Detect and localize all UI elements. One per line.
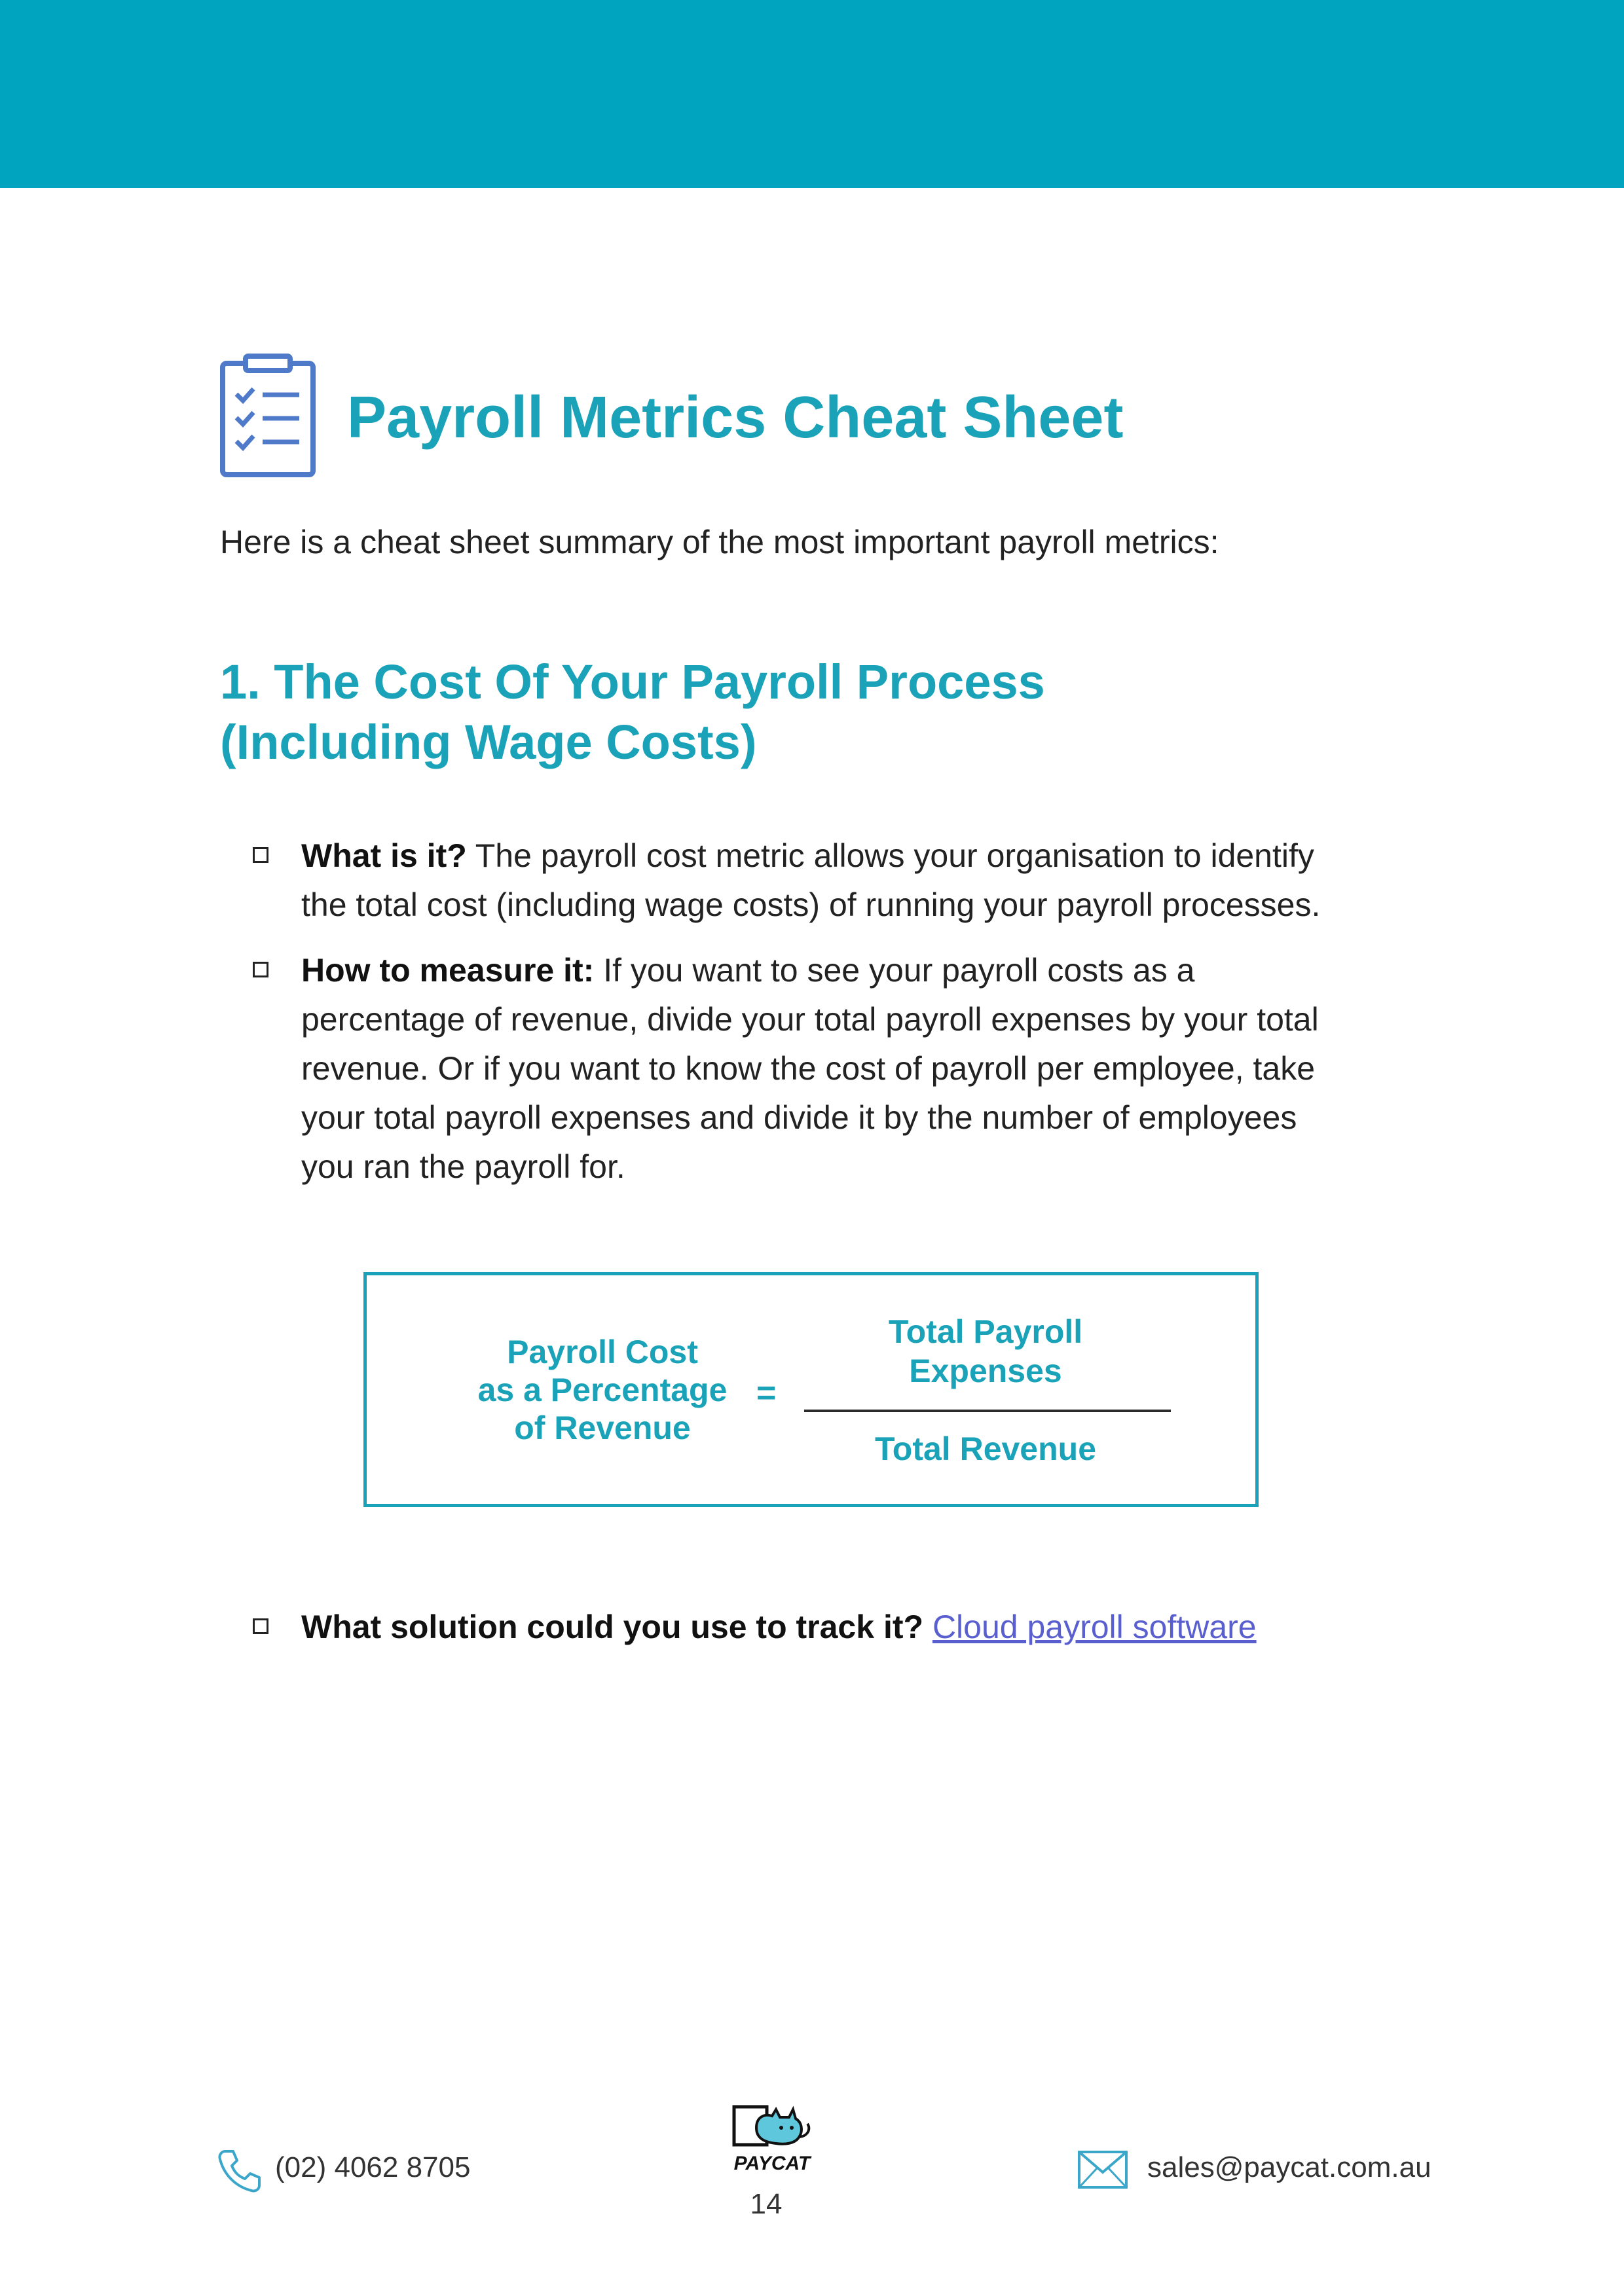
bullet-label: What solution could you use to track it?: [301, 1609, 924, 1645]
footer-email[interactable]: sales@paycat.com.au: [1147, 2151, 1431, 2183]
paycat-logo-text: PAYCAT: [733, 2153, 811, 2174]
bullet-body: The payroll cost metric allows your organisation to identify: [466, 837, 1314, 874]
formula-left-line: as a Percentage: [477, 1372, 728, 1408]
paycat-logo: [730, 2103, 814, 2176]
formula-numerator: [799, 1312, 1172, 1391]
formula-box: [363, 1272, 1259, 1507]
formula-left-term: [462, 1333, 743, 1447]
checkbox-icon: [253, 1618, 268, 1634]
clipboard-checklist-icon: [219, 354, 316, 478]
formula-numerator-line: Total Payroll: [888, 1313, 1083, 1350]
cloud-payroll-software-link[interactable]: Cloud payroll software: [932, 1609, 1257, 1645]
bullet-solution: [253, 1603, 1379, 1652]
formula-left-line: of Revenue: [514, 1410, 691, 1446]
formula-left-line: Payroll Cost: [507, 1334, 698, 1370]
checkbox-icon: [253, 847, 268, 863]
bullet-body: percentage of revenue, divide your total payroll expenses by your total: [301, 1001, 1319, 1038]
section-heading-line-2: (Including Wage Costs): [220, 715, 757, 769]
page-title: Payroll Metrics Cheat Sheet: [347, 385, 1124, 450]
formula-equals-sign: =: [756, 1374, 777, 1412]
envelope-icon: [1077, 2150, 1128, 2189]
bullet-body: If you want to see your payroll costs as a: [594, 952, 1195, 989]
section-heading: [220, 652, 1045, 773]
formula-numerator-line: Expenses: [909, 1353, 1062, 1389]
fraction-bar: [804, 1410, 1171, 1412]
bullet-label: How to measure it:: [301, 952, 595, 989]
phone-icon: [216, 2147, 263, 2195]
bullet-label: What is it?: [301, 837, 467, 874]
header-band: [0, 0, 1624, 188]
bullet-body: the total cost (including wage costs) of running your payroll processes.: [301, 886, 1321, 923]
bullet-what-is-it: [253, 831, 1379, 930]
bullet-body: revenue. Or if you want to know the cost of payroll per employee, take: [301, 1050, 1316, 1087]
footer-phone: (02) 4062 8705: [275, 2151, 471, 2183]
page-number: 14: [750, 2188, 783, 2220]
section-heading-line-1: 1. The Cost Of Your Payroll Process: [220, 655, 1045, 709]
checkbox-icon: [253, 962, 268, 977]
bullet-body: you ran the payroll for.: [301, 1148, 625, 1185]
bullet-body: your total payroll expenses and divide it by the number of employees: [301, 1099, 1297, 1136]
formula-denominator: Total Revenue: [874, 1430, 1097, 1467]
bullet-how-to-measure: [253, 946, 1379, 1192]
intro-text: Here is a cheat sheet summary of the most important payroll metrics:: [220, 524, 1219, 560]
